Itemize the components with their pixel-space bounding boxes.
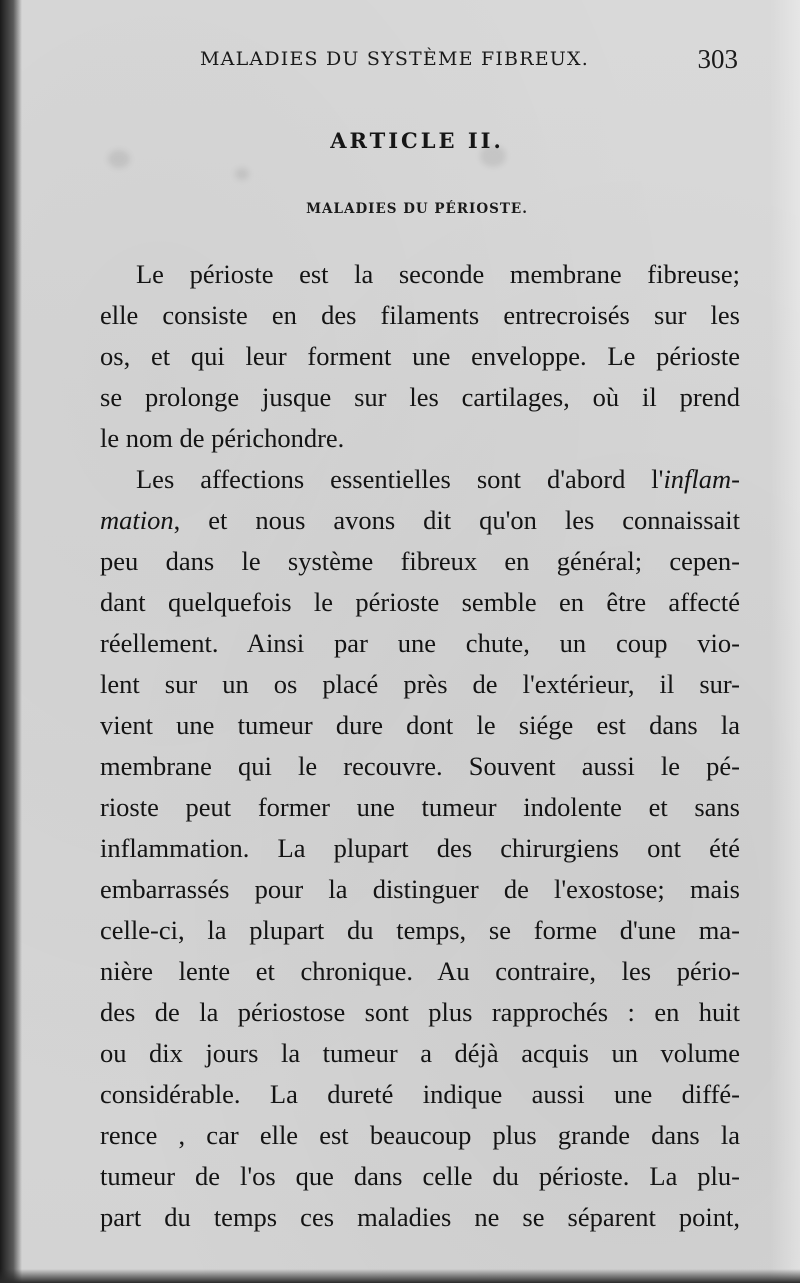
page-number: 303	[697, 44, 738, 74]
text-line: membrane qui le recouvre. Souvent aussi le pé-	[100, 751, 740, 781]
text-line: considérable. La dureté indique aussi une diffé-	[100, 1079, 740, 1109]
page-right-edge	[770, 0, 800, 1283]
text-line: ou dix jours la tumeur a déjà acquis un volume	[100, 1038, 740, 1068]
text-line: lent sur un os placé près de l'extérieur, il sur-	[100, 669, 740, 699]
section-heading: MALADIES DU PÉRIOSTE.	[306, 201, 528, 217]
body-text	[100, 254, 740, 1238]
text-line: elle consiste en des filaments entrecroisés sur les	[100, 300, 740, 330]
running-title: MALADIES DU SYSTÈME FIBREUX.	[200, 48, 589, 70]
text-line: rioste peut former une tumeur indolente et sans	[100, 792, 740, 822]
text-line: celle-ci, la plupart du temps, se forme d'une ma-	[100, 915, 740, 945]
article-heading: ARTICLE II.	[330, 128, 504, 153]
text-line: nière lente et chronique. Au contraire, les pério-	[100, 956, 740, 986]
text-line: rence , car elle est beaucoup plus grande dans la	[100, 1120, 740, 1150]
text-line: se prolonge jusque sur les cartilages, où il prend	[100, 382, 740, 412]
text-run: , et nous avons dit qu'on les connaissait	[173, 505, 740, 535]
text-line: part du temps ces maladies ne se séparent point,	[100, 1202, 740, 1232]
italic-word: inflam-	[663, 464, 740, 494]
ink-smudge	[235, 168, 249, 180]
text-line: inflammation. La plupart des chirurgiens ont été	[100, 833, 740, 863]
text-line: os, et qui leur forment une enveloppe. Le périoste	[100, 341, 740, 371]
text-line: Le périoste est la seconde membrane fibreuse;	[136, 259, 740, 289]
page-left-shadow	[0, 0, 22, 1283]
italic-word: mation	[100, 505, 174, 535]
text-line: réellement. Ainsi par une chute, un coup vio-	[100, 628, 740, 658]
text-line: des de la périostose sont plus rapprochés : en huit	[100, 997, 740, 1027]
text-line: dant quelquefois le périoste semble en être affecté	[100, 587, 740, 617]
text-run: Les affections essentielles sont d'abord l'	[136, 464, 664, 494]
page-bottom-shadow	[0, 1269, 800, 1283]
text-line: vient une tumeur dure dont le siége est dans la	[100, 710, 740, 740]
text-line	[100, 500, 740, 541]
text-line: le nom de périchondre.	[100, 423, 345, 453]
text-line: tumeur de l'os que dans celle du périoste. La plu-	[100, 1161, 740, 1191]
text-line: embarrassés pour la distinguer de l'exostose; mais	[100, 874, 740, 904]
text-line	[100, 459, 740, 500]
text-line: peu dans le système fibreux en général; cepen-	[100, 546, 740, 576]
running-head	[96, 46, 738, 80]
